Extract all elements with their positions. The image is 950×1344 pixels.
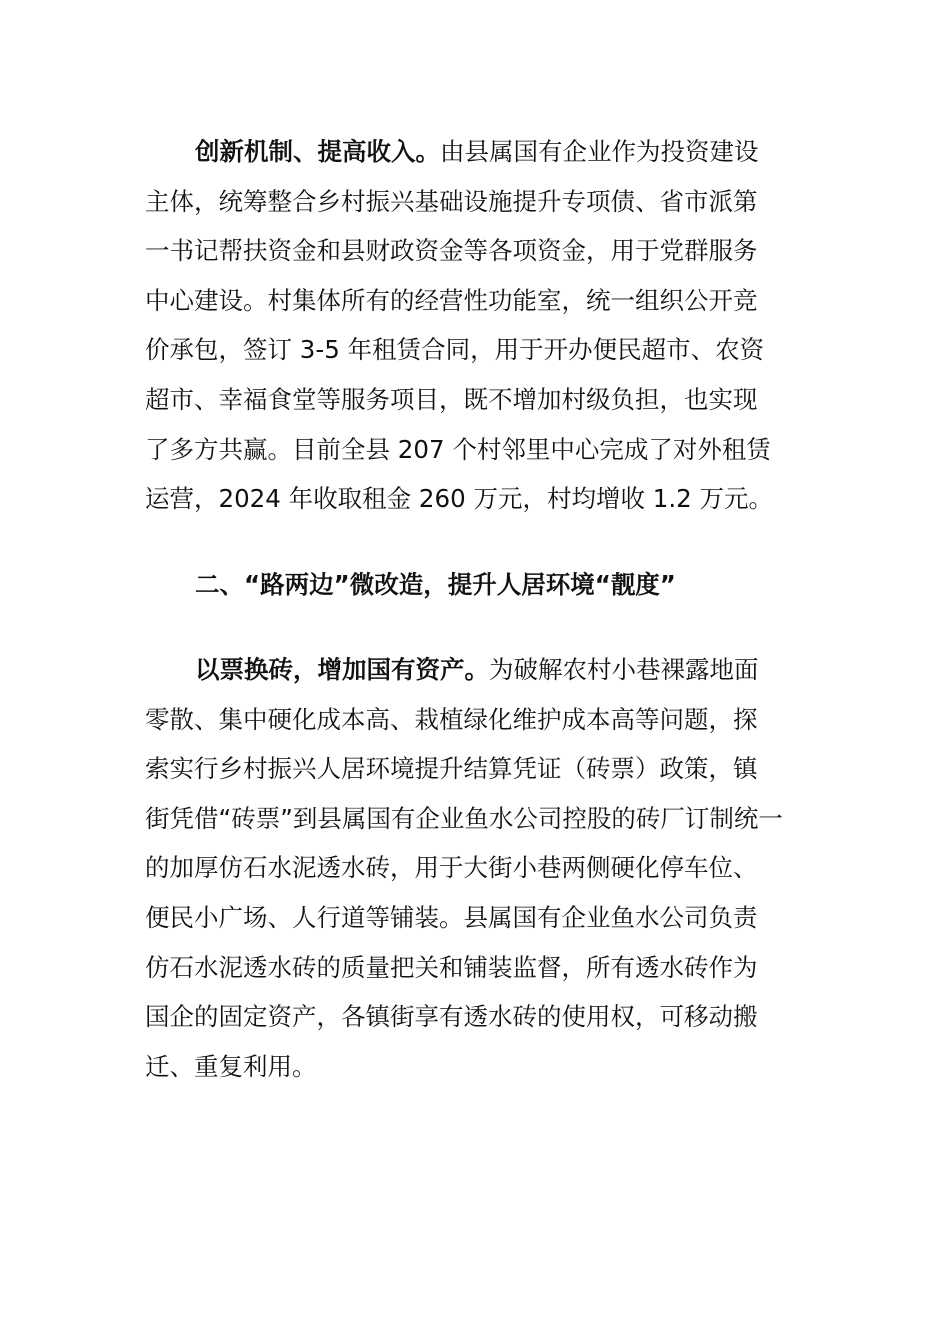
paragraph-line: 超市、幸福食堂等服务项目，既不增加村级负担，也实现 (145, 384, 758, 414)
paragraph-innovation-mechanism (145, 127, 805, 524)
paragraph-lead-title: 创新机制、提高收入。 (195, 137, 440, 166)
paragraph-text: 为破解农村小巷裸露地面 (489, 655, 759, 684)
paragraph-line: 便民小广场、人行道等铺装。县属国有企业鱼水公司负责 (145, 902, 758, 932)
paragraph-first-line (145, 127, 805, 177)
paragraph-brick-ticket (145, 645, 805, 1091)
paragraph-line: 主体，统筹整合乡村振兴基础设施提升专项债、省市派第 (145, 186, 758, 216)
section-heading: 二、“路两边”微改造，提升人居环境“靓度” (195, 570, 676, 599)
paragraph-line: 仿石水泥透水砖的质量把关和铺装监督，所有透水砖作为 (145, 952, 758, 982)
paragraph-line: 国企的固定资产，各镇街享有透水砖的使用权，可移动搬 (145, 1002, 758, 1032)
paragraph-line: 了多方共赢。目前全县 207 个村邻里中心完成了对外租赁 (145, 434, 771, 464)
paragraph-line: 迁、重复利用。 (145, 1051, 317, 1081)
paragraph-line: 零散、集中硬化成本高、栽植绿化维护成本高等问题，探 (145, 704, 758, 734)
paragraph-line: 运营，2024 年收取租金 260 万元，村均增收 1.2 万元。 (145, 484, 774, 514)
paragraph-lead-title: 以票换砖，增加国有资产。 (195, 655, 489, 684)
paragraph-line: 价承包，签订 3-5 年租赁合同，用于开办便民超市、农资 (145, 335, 765, 365)
paragraph-line: 中心建设。村集体所有的经营性功能室，统一组织公开竞 (145, 285, 758, 315)
paragraph-line: 索实行乡村振兴人居环境提升结算凭证（砖票）政策，镇 (145, 754, 758, 784)
paragraph-line: 的加厚仿石水泥透水砖，用于大街小巷两侧硬化停车位、 (145, 853, 758, 883)
paragraph-line: 街凭借“砖票”到县属国有企业鱼水公司控股的砖厂订制统一 (145, 803, 783, 833)
paragraph-line: 一书记帮扶资金和县财政资金等各项资金，用于党群服务 (145, 236, 758, 266)
paragraph-text: 由县属国有企业作为投资建设 (440, 137, 759, 166)
paragraph-first-line (145, 645, 805, 695)
